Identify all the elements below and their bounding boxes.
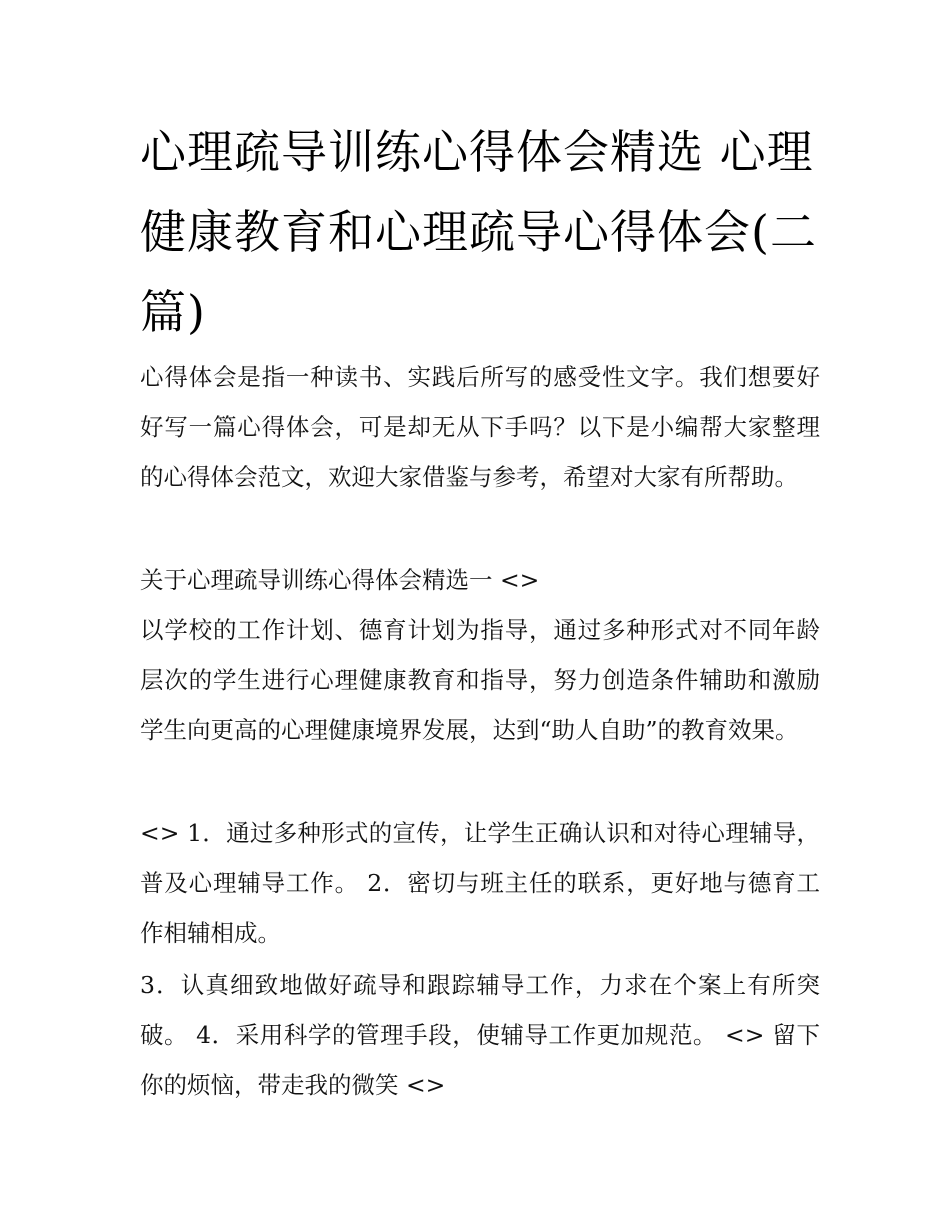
intro-paragraph: 心得体会是指一种读书、实践后所写的感受性文字。我们想要好好写一篇心得体会，可是却无从下手吗？以下是小编帮大家整理的心得体会范文，欢迎大家借鉴与参考，希望对大家有所帮助。 [140, 363, 820, 491]
task-list-paragraph-1: <> 1．通过多种形式的宣传，让学生正确认识和对待心理辅导，普及心理辅导工作。 2．密切与班主任的联系，更好地与德育工作相辅相成。 [140, 819, 820, 947]
goal-paragraph: 以学校的工作计划、德育计划为指导，通过多种形式对不同年龄层次的学生进行心理健康教育和指导，努力创造条件辅助和激励学生向更高的心理健康境界发展，达到“助人自助”的教育效果。 [140, 616, 820, 744]
section-heading: 关于心理疏导训练心得体会精选一 <> [140, 566, 540, 594]
document-title: 心理疏导训练心得体会精选 心理健康教育和心理疏导心得体会(二篇) [140, 125, 817, 339]
task-list-paragraph-2: 3．认真细致地做好疏导和跟踪辅导工作，力求在个案上有所突破。 4．采用科学的管理手段，使辅导工作更加规范。 <> 留下你的烦恼，带走我的微笑 <> [140, 971, 820, 1099]
